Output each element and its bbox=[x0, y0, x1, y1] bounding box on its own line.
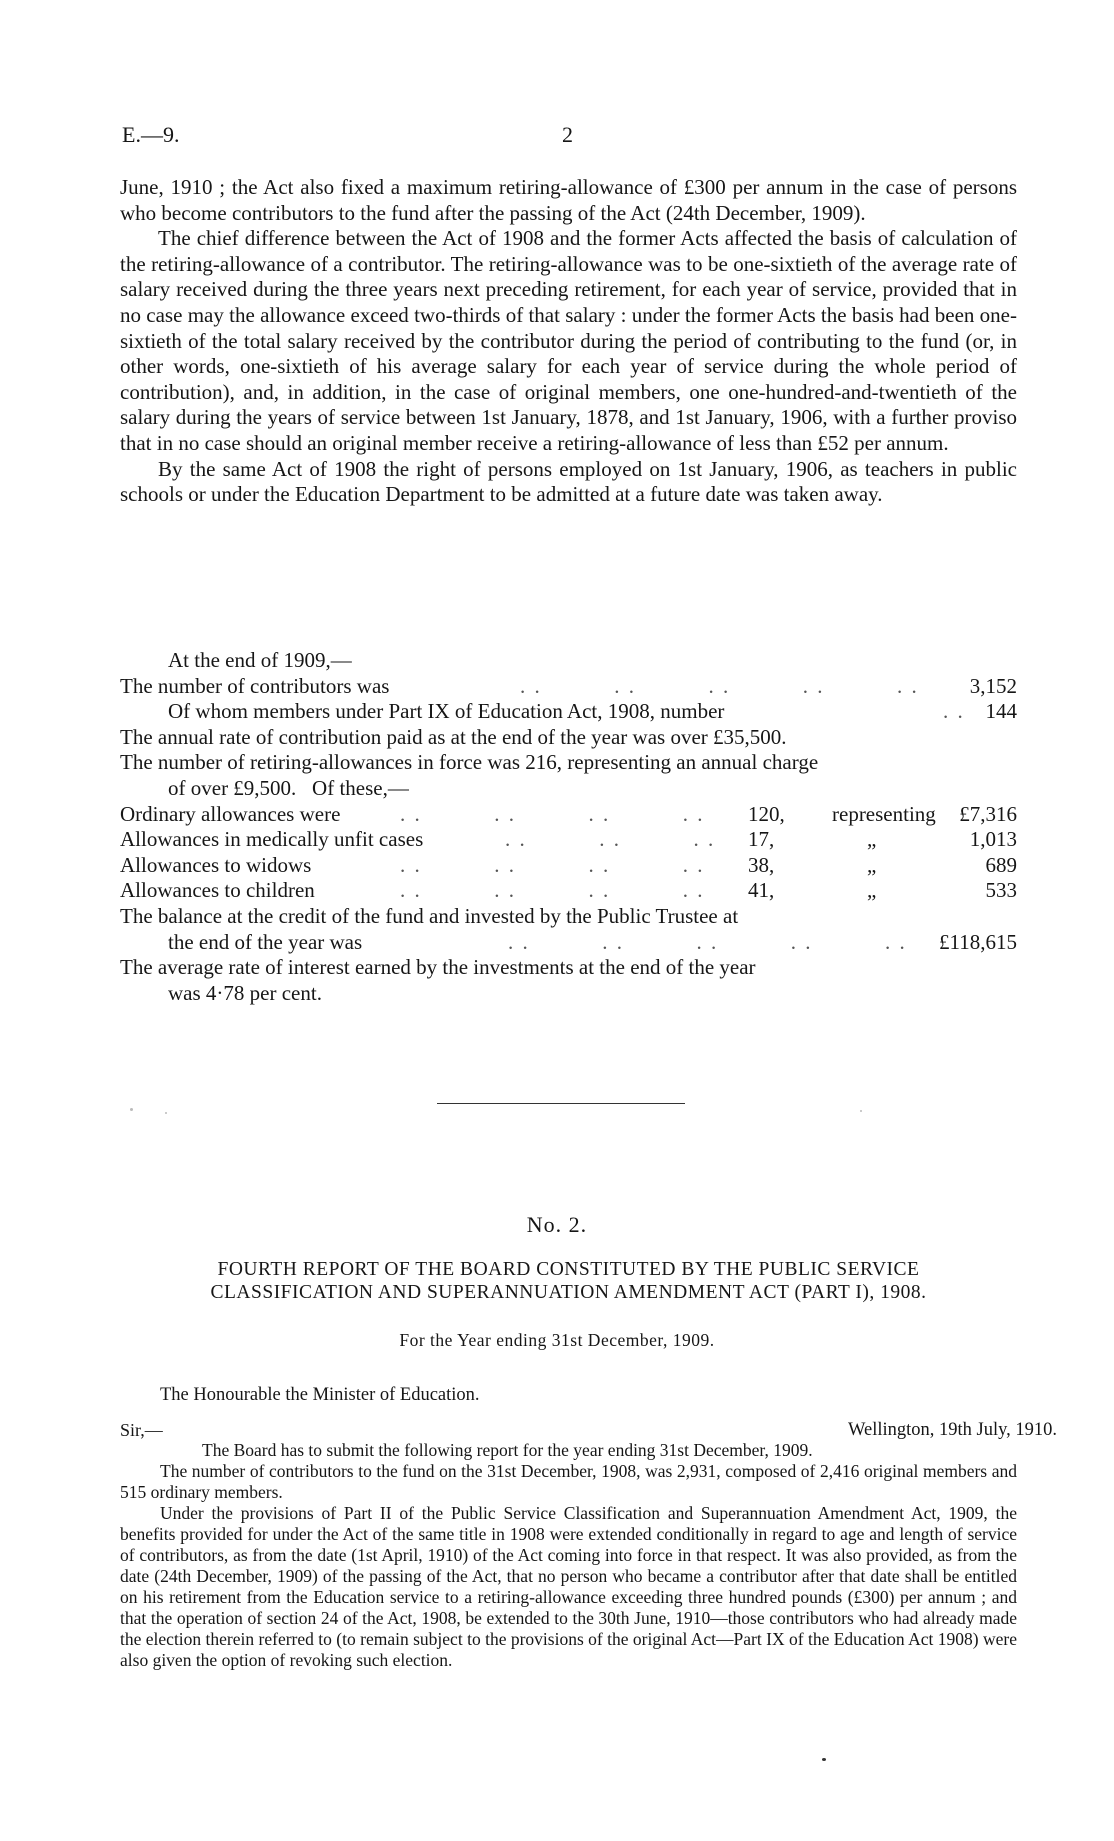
paragraph: The chief difference between the Act of 1908 and the former Acts affected the basis of calculation of the retiring-allowance of a contributor. The retiring-allowance was to be one-sixtieth of the average rate of salary received during the three years next preceding retirement, for each year of service, provided that in no case may the allowance exceed two-thirds of that salary : under the former Acts the basis had been one-sixtieth of the total salary received by the contributor during the period of contributing to the fund (or, in other words, one-sixtieth of his average salary for each year of service during the whole period of contribution), and, in addition, in the case of original members, one one-hundred-and-twentieth of the salary during the years of service between 1st January, 1878, and 1st January, 1906, with a further proviso that in no case should an original member receive a retiring-allowance of less than £52 per annum. bbox=[120, 226, 1017, 455]
print-speck bbox=[822, 1758, 826, 1761]
paragraph: The number of contributors to the fund on the 31st December, 1908, was 2,931, composed of 2,416 original members and 515 ordinary members. bbox=[120, 1461, 1017, 1502]
allowance-representing: representing bbox=[832, 801, 936, 826]
allowance-count: 120, bbox=[748, 801, 785, 826]
ditto-mark: „ bbox=[867, 878, 877, 903]
contribution-row bbox=[120, 725, 1017, 751]
allowance-amount: 1,013 bbox=[969, 827, 1017, 852]
addressee: The Honourable the Minister of Education. bbox=[160, 1385, 480, 1405]
report-title-line: CLASSIFICATION AND SUPERANNUATION AMENDMENT ACT (PART I), 1908. bbox=[210, 1282, 927, 1303]
members-row bbox=[120, 699, 1017, 725]
balance-row bbox=[120, 930, 1017, 956]
ditto-mark: „ bbox=[867, 827, 877, 852]
members-value: 144 bbox=[985, 699, 1017, 724]
balance-value: £118,615 bbox=[939, 929, 1017, 954]
dateline: Wellington, 19th July, 1910. bbox=[848, 1420, 1058, 1440]
paragraph: June, 1910 ; the Act also fixed a maximum retiring-allowance of £300 per annum in the case of persons who become contributors to the fund after the passing of the Act (24th December, 1909). bbox=[120, 175, 1017, 225]
report-title-line: FOURTH REPORT OF THE BOARD CONSTITUTED BY THE PUBLIC SERVICE bbox=[217, 1259, 920, 1280]
allowance-amount: 533 bbox=[985, 878, 1017, 903]
contributors-label: The number of contributors was bbox=[120, 673, 390, 698]
statistics-block bbox=[120, 648, 1017, 1006]
paragraph: By the same Act of 1908 the right of persons employed on 1st January, 1906, as teachers in public schools or under the Education Department to be admitted at a future date was taken away. bbox=[120, 456, 1017, 507]
leader-dots: . . . . . . . . . . bbox=[520, 673, 919, 698]
allowance-label: Allowances to children bbox=[120, 878, 315, 903]
allowance-amount: 689 bbox=[985, 852, 1017, 877]
leader-dots: . . . . . . bbox=[505, 827, 716, 852]
members-label: Of whom members under Part IX of Education Act, 1908, number bbox=[168, 699, 725, 724]
document-reference: E.—9. bbox=[122, 122, 180, 147]
allowance-label: Allowances in medically unfit cases bbox=[120, 827, 424, 852]
report-body bbox=[120, 1440, 1017, 1671]
balance-line: The balance at the credit of the fund and invested by the Public Trustee at bbox=[120, 903, 739, 928]
balance-row bbox=[120, 904, 1017, 930]
allowance-amount: £7,316 bbox=[959, 801, 1017, 826]
allowance-label: Ordinary allowances were bbox=[120, 801, 341, 826]
interest-line: The average rate of interest earned by the investments at the end of the year bbox=[120, 955, 756, 980]
page-number: 2 bbox=[562, 122, 573, 147]
report-title bbox=[120, 1258, 1017, 1304]
leader-dots: . . bbox=[943, 699, 965, 724]
allowances-summary-line: The number of retiring-allowances in force was 216, representing an annual charge bbox=[120, 750, 819, 775]
report-number: No. 2. bbox=[526, 1212, 588, 1237]
balance-label: the end of the year was bbox=[168, 929, 363, 954]
contribution-line: The annual rate of contribution paid as at the end of the year was over £35,500. bbox=[120, 724, 787, 749]
print-speck bbox=[130, 1108, 133, 1111]
interest-row bbox=[120, 955, 1017, 981]
ditto-mark: „ bbox=[867, 852, 877, 877]
salutation: Sir,— bbox=[120, 1420, 163, 1440]
interest-line: was 4·78 per cent. bbox=[168, 980, 322, 1005]
allowance-count: 38, bbox=[748, 852, 775, 877]
allowances-summary-row bbox=[120, 750, 1017, 776]
leader-dots: . . . . . . . . bbox=[400, 801, 705, 826]
allowance-count: 17, bbox=[748, 827, 775, 852]
print-speck bbox=[860, 1110, 862, 1112]
page-header bbox=[122, 122, 1022, 152]
allowance-label: Allowances to widows bbox=[120, 852, 312, 877]
allowance-row bbox=[120, 853, 1017, 879]
leader-dots: . . . . . . . . . . bbox=[508, 929, 907, 954]
stats-intro-row bbox=[120, 648, 1017, 674]
print-speck bbox=[165, 1112, 167, 1114]
allowance-row bbox=[120, 802, 1017, 828]
leader-dots: . . . . . . . . bbox=[400, 852, 705, 877]
paragraph: The Board has to submit the following report for the year ending 31st December, 1909. bbox=[202, 1440, 813, 1460]
stats-intro: At the end of 1909,— bbox=[168, 648, 352, 672]
allowance-row bbox=[120, 878, 1017, 904]
section-divider bbox=[437, 1103, 685, 1104]
contributors-row bbox=[120, 674, 1017, 700]
report-subtitle: For the Year ending 31st December, 1909. bbox=[399, 1330, 715, 1350]
allowance-count: 41, bbox=[748, 878, 775, 903]
contributors-value: 3,152 bbox=[969, 673, 1017, 698]
paragraph: Under the provisions of Part II of the Public Service Classification and Superannuation Amendment Act, 1909, the benefits provided for under the Act of the same title in 1908 were extended conditionally in regard to age and length of service of contributors, as from the date (1st April, 1910) of the Act coming into force in that respect. It was also provided, as from the date (24th December, 1909) of the passing of the Act, that no person who became a contributor after that date shall be entitled on his retirement from the Education service to a retiring-allowance exceeding three hundred pounds (£300) per annum ; and that the operation of section 24 of the Act, 1908, be extended to the 30th June, 1910—those contributors who had already made the election therein referred to (to remain subject to the provisions of the original Act—Part IX of the Education Act 1908) were also given the option of revoking such election. bbox=[120, 1503, 1017, 1670]
continued-text bbox=[120, 175, 1017, 508]
interest-row bbox=[120, 981, 1017, 1007]
allowances-summary-row bbox=[120, 776, 1017, 802]
allowances-summary-line: of over £9,500. Of these,— bbox=[168, 775, 409, 800]
allowance-row bbox=[120, 827, 1017, 853]
leader-dots: . . . . . . . . bbox=[400, 878, 705, 903]
